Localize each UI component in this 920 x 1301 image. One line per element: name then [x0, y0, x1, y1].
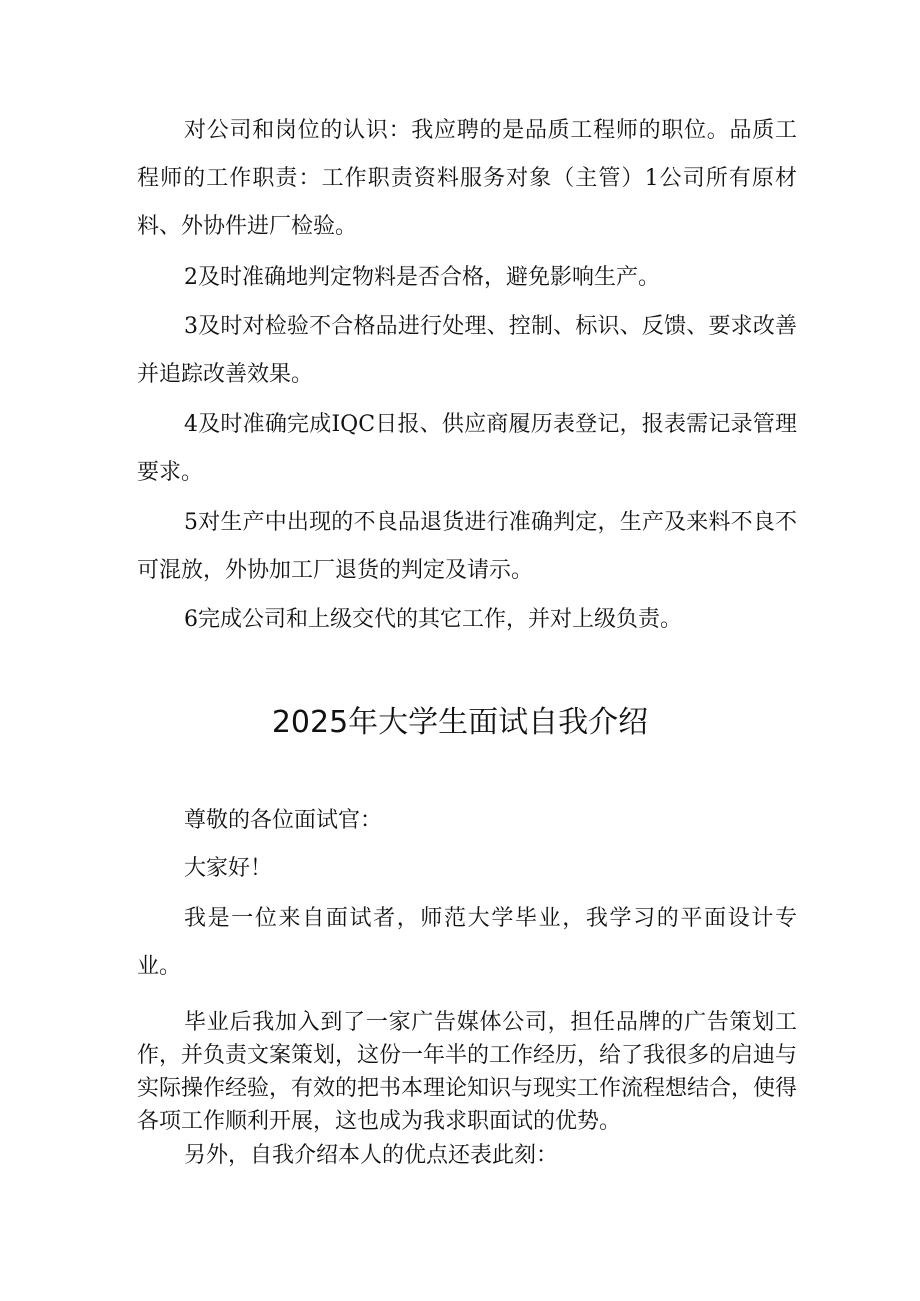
- paragraph-item-5: 5对生产中出现的不良品退货进行准确判定，生产及来料不良不可混放，外协加工厂退货的判定及请示。: [137, 510, 797, 583]
- paragraph-role-understanding: 对公司和岗位的认识：我应聘的是品质工程师的职位。品质工程师的工作职责：工作职责资料服务对象（主管）1公司所有原材料、外协件进厂检验。: [137, 118, 797, 239]
- paragraph-greeting: 大家好！: [184, 856, 273, 881]
- paragraph-item-4: 4及时准确完成IQC日报、供应商履历表登记，报表需记录管理要求。: [137, 412, 797, 485]
- paragraph-introduction: 我是一位来自面试者，师范大学毕业，我学习的平面设计专业。: [137, 906, 797, 979]
- section-title: 2025年大学生面试自我介绍: [271, 705, 649, 740]
- paragraph-strengths-intro: 另外，自我介绍本人的优点还表此刻：: [184, 1143, 559, 1168]
- paragraph-item-2: 2及时准确地判定物料是否合格，避免影响生产。: [184, 265, 660, 290]
- paragraph-item-3: 3及时对检验不合格品进行处理、控制、标识、反馈、要求改善并追踪改善效果。: [137, 314, 797, 387]
- paragraph-work-experience: 毕业后我加入到了一家广告媒体公司，担任品牌的广告策划工作，并负责文案策划，这份一年半的工作经历，给了我很多的启迪与实际操作经验，有效的把书本理论知识与现实工作流程想结合，使得各项工作顺利开展，这也成为我求职面试的优势。: [137, 1010, 798, 1134]
- paragraph-item-6: 6完成公司和上级交代的其它工作，并对上级负责。: [184, 607, 682, 632]
- paragraph-salutation: 尊敬的各位面试官：: [184, 808, 383, 833]
